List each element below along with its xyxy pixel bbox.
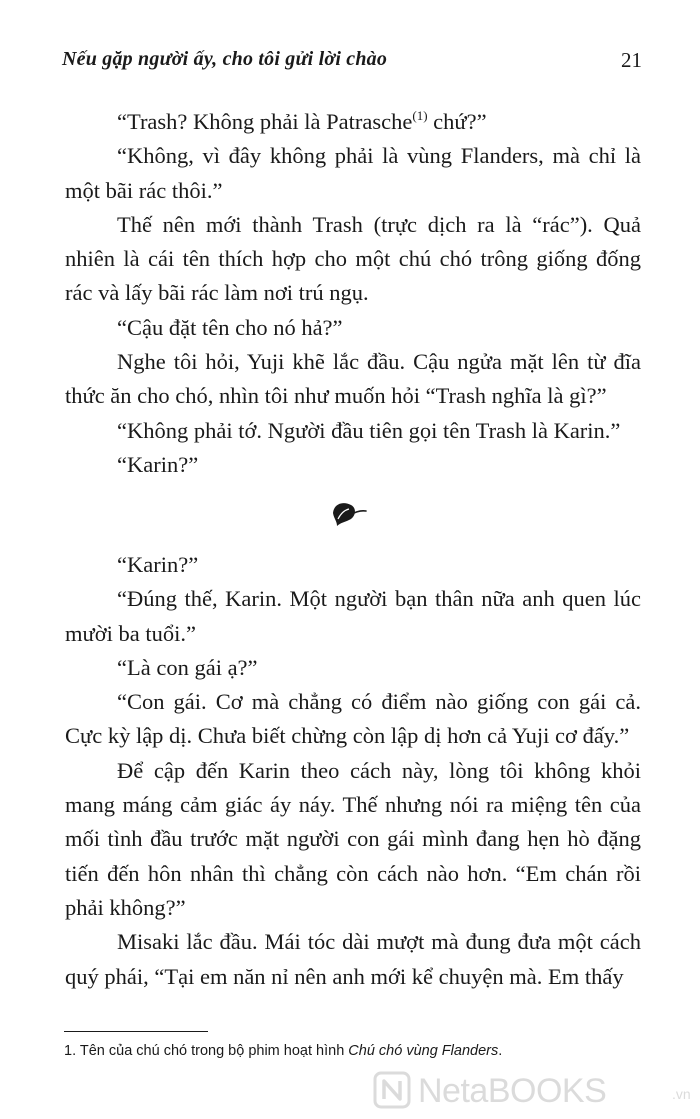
footnote-rule xyxy=(64,1031,208,1032)
netabooks-logo-icon xyxy=(372,1070,412,1110)
paragraph: Nghe tôi hỏi, Yuji khẽ lắc đầu. Cậu ngửa mặt lên từ đĩa thức ăn cho chó, nhìn tôi như muốn hỏi “Trash nghĩa là gì?” xyxy=(65,349,641,409)
paragraph: “Không, vì đây không phải là vùng Flanders, mà chỉ là một bãi rác thôi.” xyxy=(65,143,641,203)
paragraph: “Con gái. Cơ mà chẳng có điểm nào giống con gái cả. Cực kỳ lập dị. Chưa biết chừng còn lập dị hơn cả Yuji cơ đấy.” xyxy=(65,689,641,749)
body-text-section-2 xyxy=(65,548,641,994)
leaf-ornament-icon xyxy=(330,499,368,527)
paragraph: “Không phải tớ. Người đầu tiên gọi tên Trash là Karin.” xyxy=(117,417,621,443)
footnote-work-title: Chú chó vùng Flanders xyxy=(348,1043,499,1059)
paragraph: Thế nên mới thành Trash (trực dịch ra là “rác”). Quả nhiên là cái tên thích hợp cho một chú chó trông giống đống rác và lấy bãi rác làm nơi trú ngụ. xyxy=(65,211,641,306)
footnote-marker: 1. xyxy=(64,1043,77,1059)
body-text-section-1 xyxy=(65,105,641,482)
paragraph: Misaki lắc đầu. Mái tóc dài mượt mà đung đưa một cách quý phái, “Tại em năn nỉ nên anh mới kể chuyện mà. Em thấy xyxy=(65,929,641,989)
running-title: Nếu gặp người ấy, cho tôi gửi lời chào xyxy=(62,48,388,70)
paragraph: “Là con gái ạ?” xyxy=(117,654,258,680)
page-number: 21 xyxy=(621,48,642,72)
footnote: 1. Tên của chú chó trong bộ phim hoạt hình Chú chó vùng Flanders. xyxy=(64,1043,503,1059)
paragraph: “Đúng thế, Karin. Một người bạn thân nữa anh quen lúc mười ba tuổi.” xyxy=(65,586,641,646)
page-header xyxy=(62,48,642,78)
footnote-reference: (1) xyxy=(412,108,428,123)
watermark-tld: .vn xyxy=(672,1086,691,1102)
paragraph: “Karin?” xyxy=(117,451,199,477)
paragraph: “Karin?” xyxy=(117,552,199,577)
paragraph: “Trash? Không phải là Patrasche$^{(1)}$ chứ?” xyxy=(117,108,487,134)
paragraph: “Cậu đặt tên cho nó hả?” xyxy=(117,314,343,340)
paragraph: Để cập đến Karin theo cách này, lòng tôi không khỏi mang máng cảm giác áy náy. Thế nhưng nói ra miệng tên của mối tình đầu trước mặt người con gái mình đang hẹn hò đặng tiến đến hôn nhân thì chẳng còn cách nào hơn. “Em chán rồi phải không?” xyxy=(65,757,641,920)
watermark-brand: NetaBOOKS xyxy=(418,1072,607,1110)
watermark xyxy=(372,1070,692,1112)
